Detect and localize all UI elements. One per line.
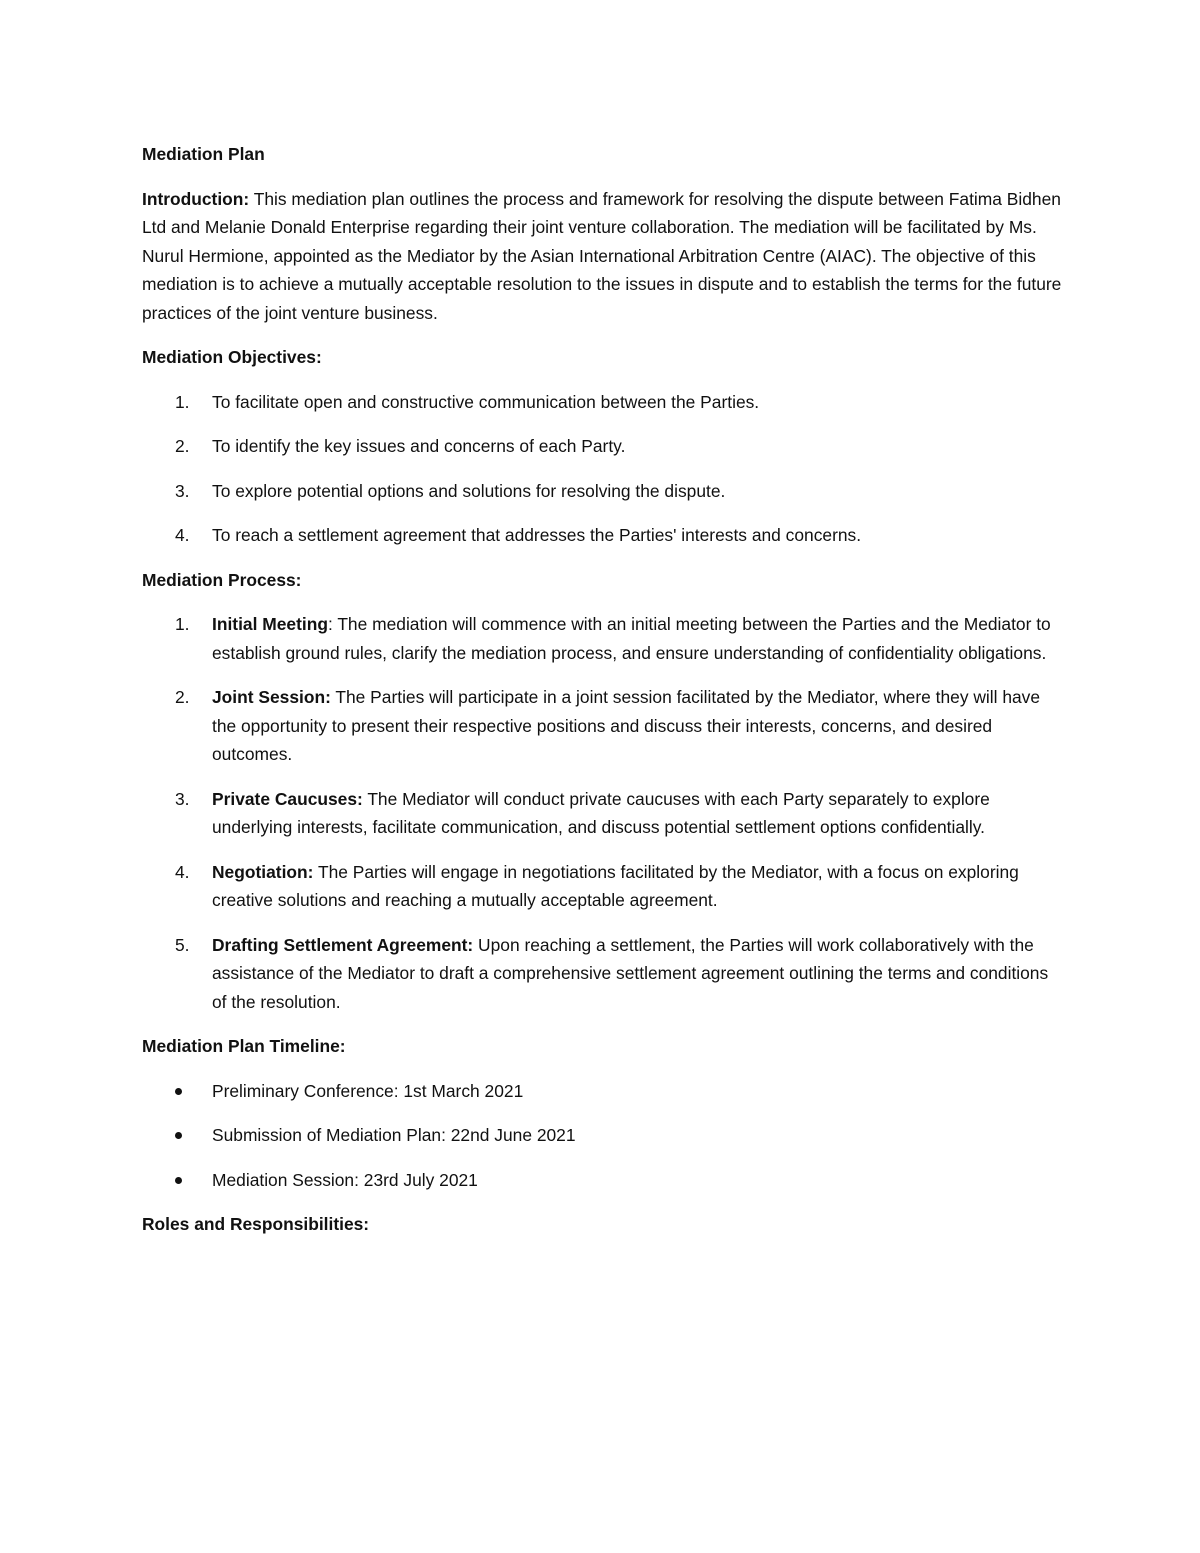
list-item-text: Preliminary Conference: 1st March 2021 bbox=[212, 1080, 524, 1101]
list-item bbox=[142, 1166, 1062, 1195]
list-item-text: To explore potential options and solutions for resolving the dispute. bbox=[212, 480, 726, 501]
list-number: 3. bbox=[175, 480, 190, 501]
list-item bbox=[142, 521, 1062, 550]
list-item bbox=[142, 432, 1062, 461]
list-item-label: Private Caucuses: bbox=[212, 788, 363, 809]
roles-heading: Roles and Responsibilities: bbox=[142, 1214, 370, 1234]
list-item-separator: : bbox=[327, 614, 333, 634]
list-item-label: Drafting Settlement Agreement: bbox=[212, 934, 474, 955]
list-item bbox=[142, 1077, 1062, 1106]
process-list bbox=[142, 610, 1062, 1016]
list-item bbox=[142, 683, 1062, 769]
document-body bbox=[142, 140, 1062, 1255]
list-item bbox=[142, 1121, 1062, 1150]
list-item-label: Negotiation: bbox=[212, 861, 314, 882]
bullet-icon bbox=[175, 1132, 182, 1139]
objectives-heading: Mediation Objectives: bbox=[142, 347, 322, 367]
list-number: 1. bbox=[175, 614, 190, 634]
list-item-label: Initial Meeting bbox=[212, 614, 328, 634]
list-number: 5. bbox=[175, 934, 190, 955]
list-number: 4. bbox=[175, 525, 190, 545]
list-item bbox=[142, 388, 1062, 417]
list-number: 3. bbox=[175, 788, 190, 809]
list-number: 1. bbox=[175, 391, 190, 412]
list-item bbox=[142, 610, 1062, 667]
introduction-text: This mediation plan outlines the process and framework for resolving the dispute between Fatima Bidhen Ltd and Melanie Donald Enterprise regarding their joint venture collaboration. The mediation will be facilitated by Ms. Nurul Hermione, appointed as the Mediator by the Asian International Arbitration Centre (AIAC). The objective of this mediation is to achieve a mutually acceptable resolution to the issues in dispute and to establish the terms for the future practices of the joint venture business. bbox=[142, 188, 1062, 323]
list-item bbox=[142, 858, 1062, 915]
introduction-label: Introduction: bbox=[142, 188, 250, 209]
objectives-list bbox=[142, 388, 1062, 550]
list-item-label: Joint Session: bbox=[212, 687, 331, 707]
list-item-text: The mediation will commence with an initial meeting between the Parties and the Mediator to establish ground rules, clarify the mediation process, and ensure understanding of confidentiality obligations. bbox=[212, 614, 1051, 663]
bullet-icon bbox=[175, 1088, 182, 1095]
list-item-text: The Parties will participate in a joint session facilitated by the Mediator, where they will have the opportunity to present their respective positions and discuss their interests, concerns, and desired outcomes. bbox=[212, 687, 1041, 764]
bullet-icon bbox=[175, 1177, 182, 1184]
list-item-text: Submission of Mediation Plan: 22nd June 2021 bbox=[212, 1125, 576, 1145]
list-item bbox=[142, 931, 1062, 1017]
list-item-text: To identify the key issues and concerns of each Party. bbox=[212, 436, 626, 456]
list-number: 4. bbox=[175, 861, 190, 882]
list-item-text: Mediation Session: 23rd July 2021 bbox=[212, 1169, 478, 1190]
list-item-text: The Mediator will conduct private caucuses with each Party separately to explore underlying interests, facilitate communication, and discuss potential settlement options confidentially. bbox=[212, 788, 990, 837]
page-title: Mediation Plan bbox=[142, 144, 265, 164]
list-item-text: Upon reaching a settlement, the Parties will work collaboratively with the assistance of the Mediator to draft a comprehensive settlement agreement outlining the terms and conditions of the resolution. bbox=[212, 934, 1049, 1012]
list-item bbox=[142, 477, 1062, 506]
list-number: 2. bbox=[175, 436, 190, 456]
timeline-list bbox=[142, 1077, 1062, 1195]
list-item bbox=[142, 785, 1062, 842]
introduction-paragraph bbox=[142, 185, 1062, 328]
list-item-text: To facilitate open and constructive communication between the Parties. bbox=[212, 391, 760, 412]
process-heading: Mediation Process: bbox=[142, 569, 302, 590]
list-number: 2. bbox=[175, 687, 190, 707]
timeline-heading: Mediation Plan Timeline: bbox=[142, 1036, 346, 1056]
list-item-text: To reach a settlement agreement that addresses the Parties' interests and concerns. bbox=[212, 525, 862, 545]
list-item-text: The Parties will engage in negotiations facilitated by the Mediator, with a focus on exploring creative solutions and reaching a mutually acceptable agreement. bbox=[212, 861, 1019, 910]
